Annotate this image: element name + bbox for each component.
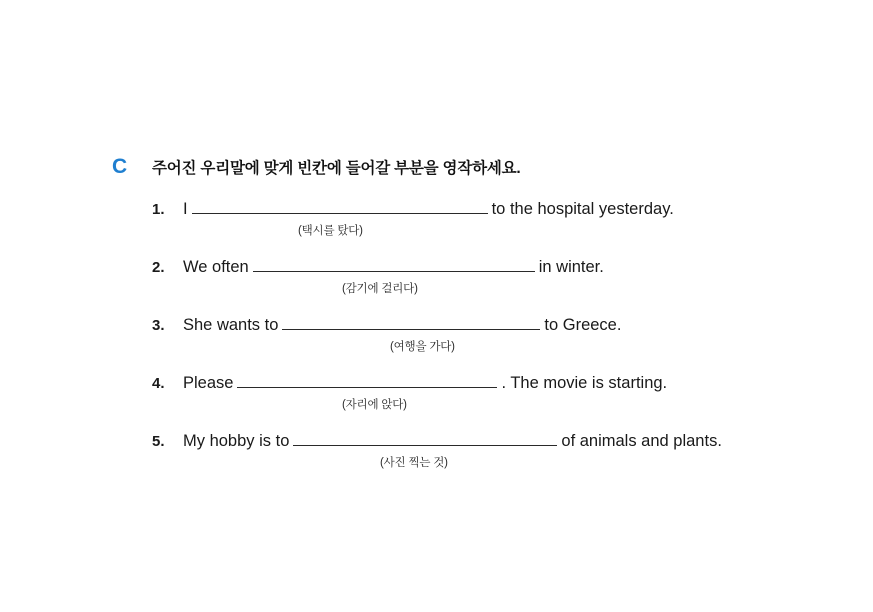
- exercise-list: [152, 196, 852, 486]
- item-hint: (여행을 가다): [390, 341, 455, 353]
- item-number: 1.: [152, 201, 165, 218]
- item-pre-text: I: [183, 200, 188, 218]
- item-post-text: in winter.: [538, 258, 604, 276]
- answer-blank[interactable]: [192, 196, 488, 214]
- item-number: 3.: [152, 317, 165, 334]
- list-item: [152, 196, 852, 238]
- answer-blank[interactable]: [293, 428, 557, 446]
- item-hint: (사진 찍는 것): [380, 457, 448, 469]
- question-line: [152, 370, 852, 393]
- section-instruction: 주어진 우리말에 맞게 빈칸에 들어갈 부분을 영작하세요.: [152, 160, 521, 177]
- answer-blank[interactable]: [253, 254, 535, 272]
- item-number: 2.: [152, 259, 165, 276]
- question-line: [152, 254, 852, 277]
- answer-blank[interactable]: [282, 312, 540, 330]
- item-pre-text: We often: [183, 258, 249, 276]
- item-hint: (자리에 앉다): [342, 399, 407, 411]
- answer-blank[interactable]: [237, 370, 497, 388]
- question-line: [152, 196, 852, 219]
- item-pre-text: She wants to: [183, 316, 279, 334]
- item-post-text: . The movie is starting.: [501, 374, 668, 392]
- item-number: 4.: [152, 375, 165, 392]
- list-item: [152, 254, 852, 296]
- item-post-text: of animals and plants.: [561, 432, 722, 450]
- list-item: [152, 312, 852, 354]
- question-line: [152, 428, 852, 451]
- section-header: [112, 156, 521, 177]
- item-post-text: to the hospital yesterday.: [491, 200, 674, 218]
- item-hint: (감기에 걸리다): [342, 283, 418, 295]
- item-pre-text: My hobby is to: [183, 432, 290, 450]
- list-item: [152, 428, 852, 470]
- question-line: [152, 312, 852, 335]
- section-letter: C: [112, 155, 128, 178]
- item-number: 5.: [152, 433, 165, 450]
- item-post-text: to Greece.: [544, 316, 622, 334]
- item-hint: (택시를 탔다): [298, 225, 363, 237]
- item-pre-text: Please: [183, 374, 234, 392]
- list-item: [152, 370, 852, 412]
